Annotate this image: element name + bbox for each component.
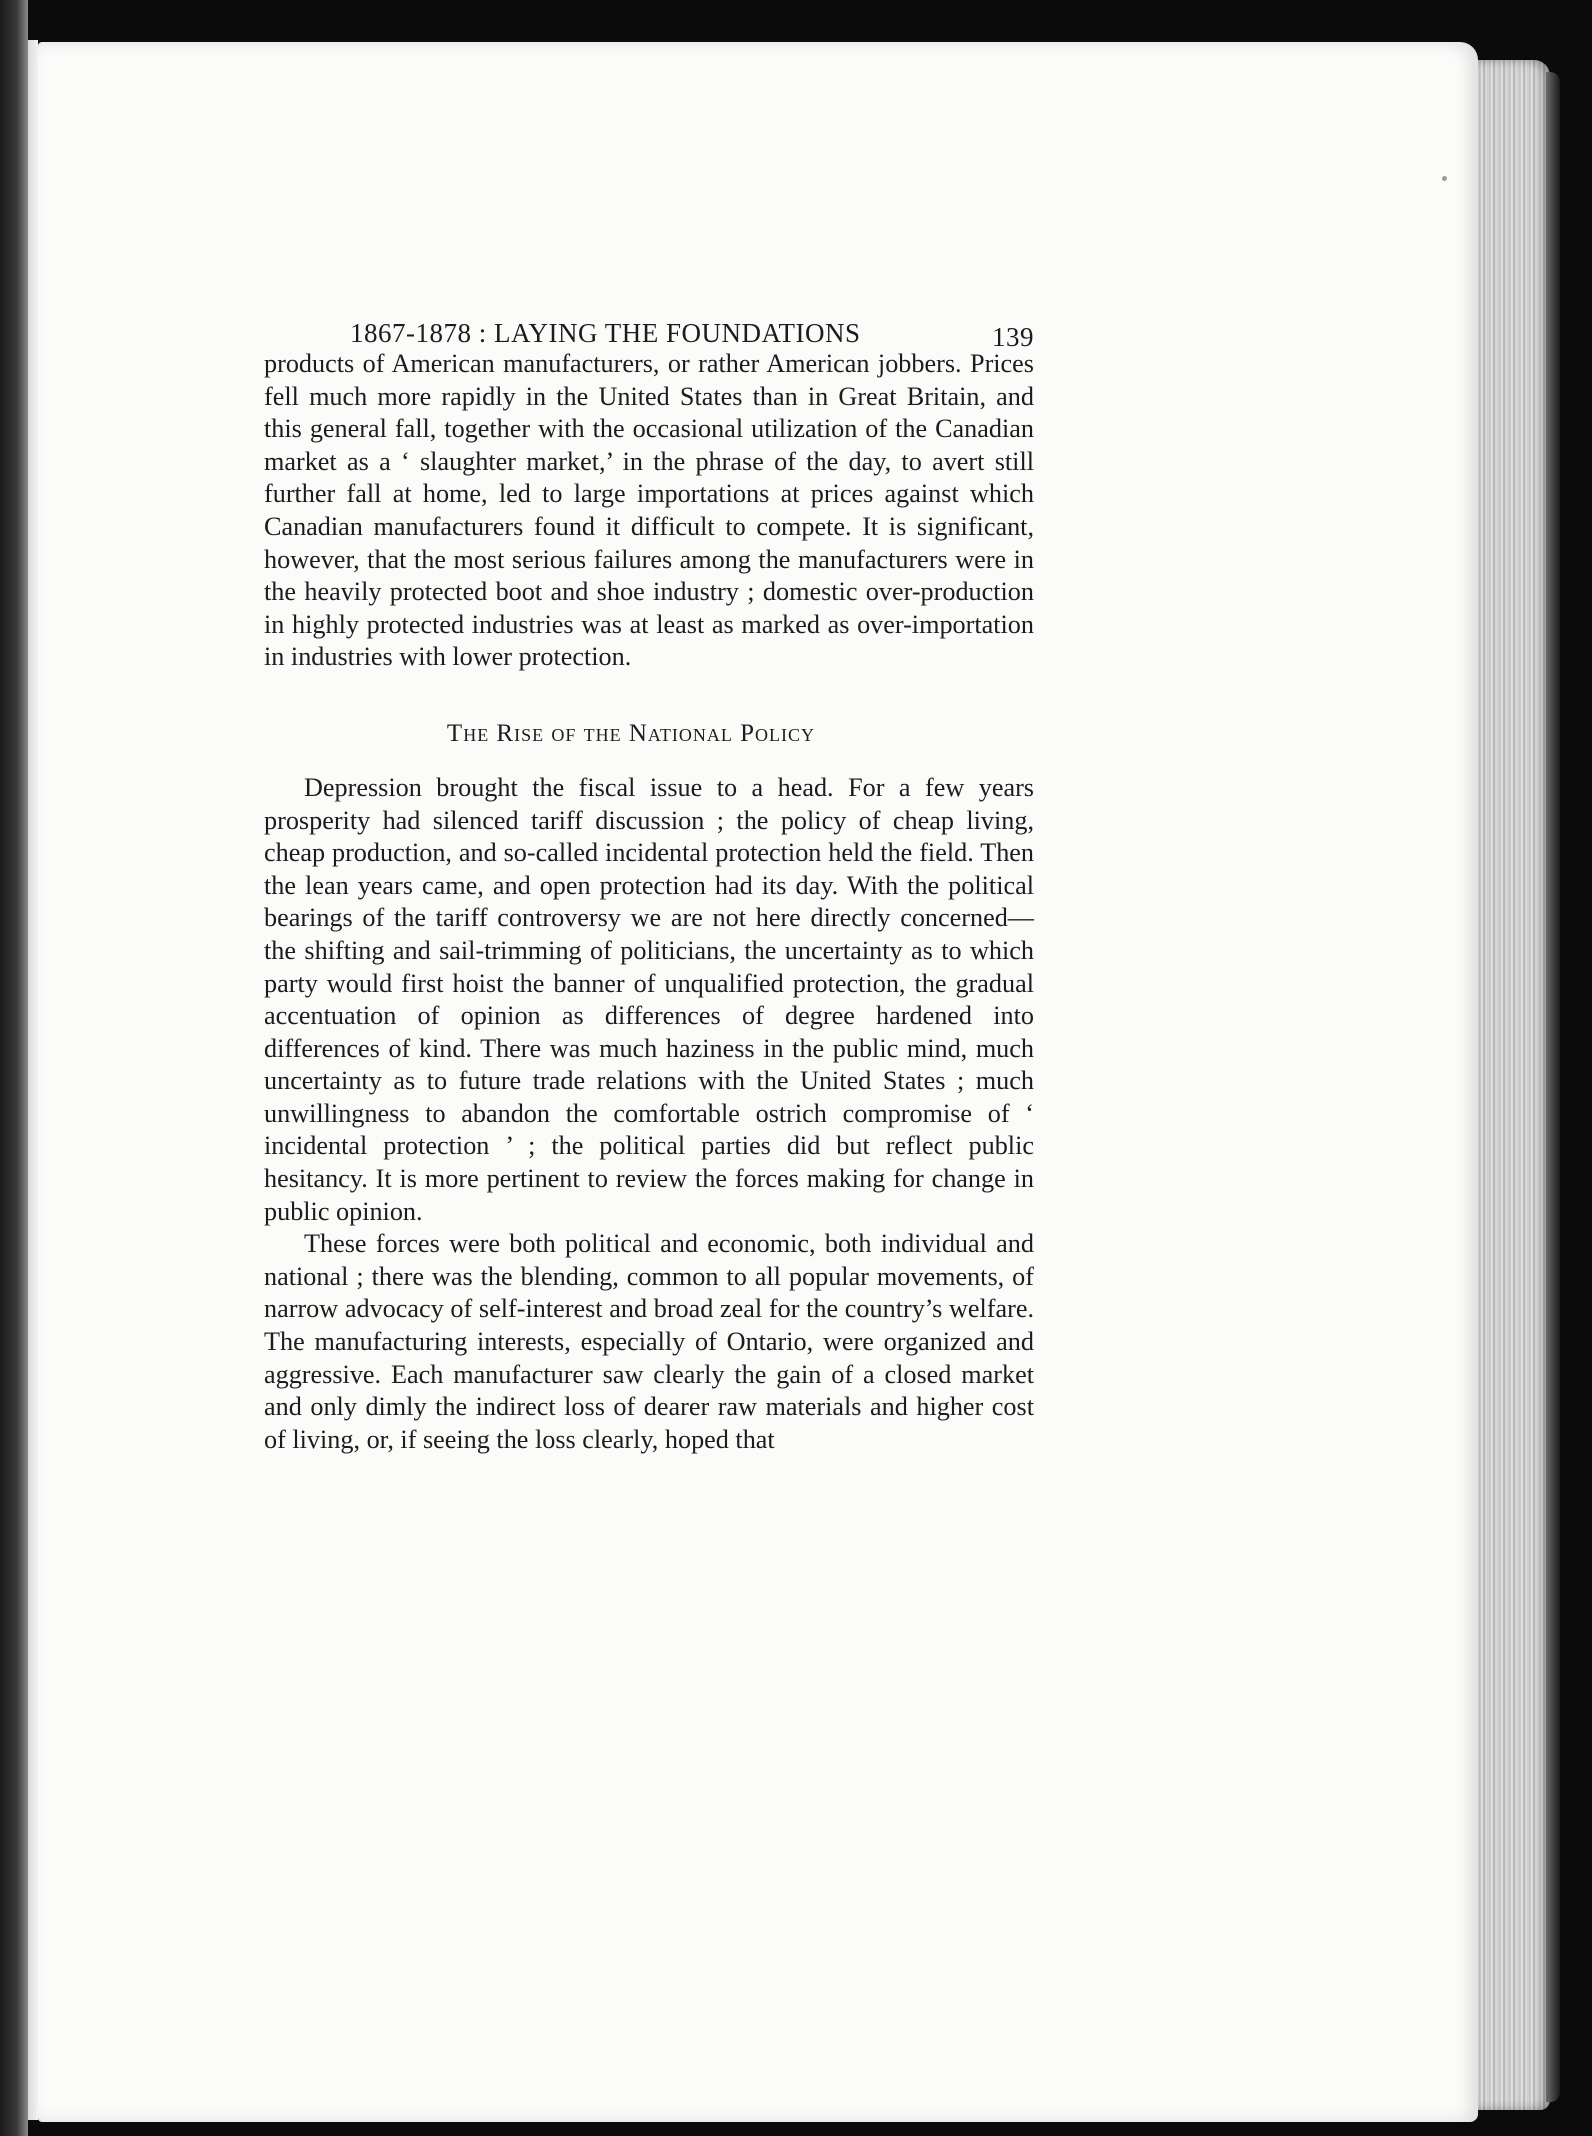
paragraph: products of American manufacturers, or rather American jobbers. Prices fell much more rapidly in the United States than in Great Britain, and this general fall, together with the occasional utilization of the Canadian market as a ‘ slaughter market,’ in the phrase of the day, to avert still further fall at home, led to large importations at prices against which Canadian manufacturers found it difficult to compete. It is significant, however, that the most serious failures among the manufacturers were in the heavily protected boot and shoe industry ; domestic over-production in highly protected industries was at least as marked as over-importation in industries with lower protection. xyxy=(264,349,1034,672)
gutter xyxy=(28,40,38,2120)
page-edges xyxy=(1478,60,1550,2110)
paragraph: Depression brought the fiscal issue to a head. For a few years prosperity had silenced tariff discussion ; the policy of cheap living, cheap production, and so-called incidental protection held the field. Then the lean years came, and open protection had its day. With the political bearings of the tariff controversy we are not here directly concerned—the shifting and sail-trimming of politicians, the uncertainty as to which party would first hoist the banner of unqualified protection, the gradual accentuation of opinion as differences of degree hardened into differences of kind. There was much haziness in the public mind, much uncertainty as to future trade relations with the United States ; much unwillingness to abandon the comfortable ostrich compromise of ‘ incidental protection ’ ; the political parties did but reflect public hesitancy. It is more pertinent to review the forces making for change in public opinion. xyxy=(264,772,1034,1226)
page-fleck xyxy=(1442,176,1447,181)
section-heading: The Rise of the National Policy xyxy=(446,719,816,747)
page-number: 139 xyxy=(992,322,1034,352)
running-head xyxy=(264,300,1034,352)
book-cover-edge xyxy=(1546,72,1560,2102)
running-head-title: 1867-1878 : LAYING THE FOUNDATIONS xyxy=(350,318,861,348)
facing-page-edge xyxy=(0,0,28,2136)
paragraph: These forces were both political and economic, both individual and national ; there was the blending, common to all popular movements, of narrow advocacy of self-interest and broad zeal for the country’s welfare. The manufacturing interests, especially of Ontario, were organized and aggressive. Each manufacturer saw clearly the gain of a closed market and only dimly the indirect loss of dearer raw materials and higher cost of living, or, if seeing the loss clearly, hoped that xyxy=(264,1229,1034,1454)
text-block xyxy=(264,300,1034,1456)
